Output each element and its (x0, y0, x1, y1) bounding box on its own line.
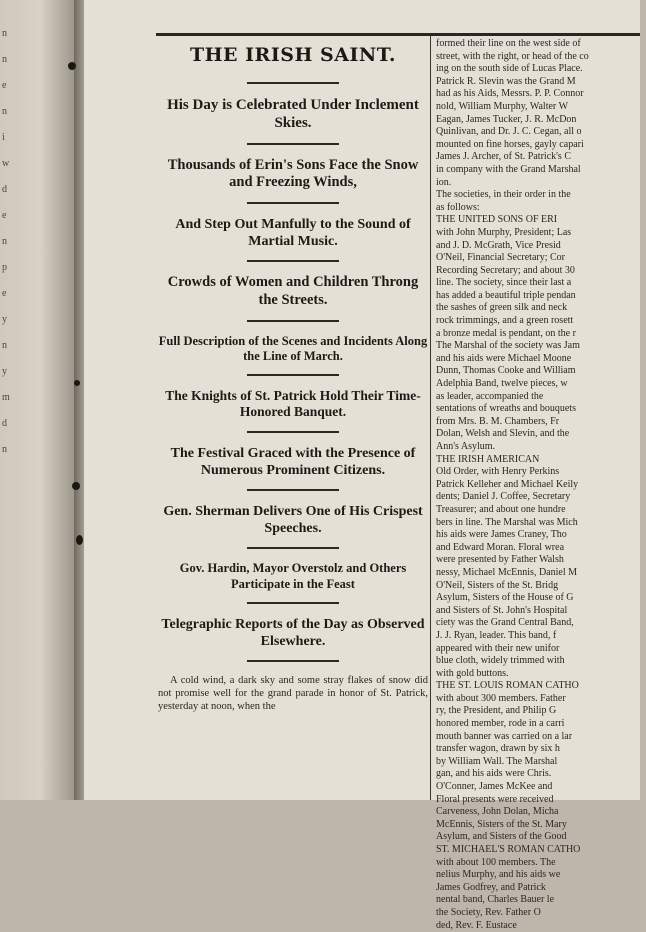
left-page-fragment: e (2, 80, 7, 91)
article-line: O'Neil, Financial Secretary; Cor (436, 252, 565, 264)
article-line: Carveness, John Dolan, Micha (436, 806, 559, 818)
separator (247, 489, 339, 491)
separator (247, 431, 339, 433)
deck-5: Full Description of the Scenes and Incidents Along the Line of March. (158, 333, 428, 363)
left-page-fragment: n (2, 340, 7, 351)
left-page-fragment: e (2, 210, 7, 221)
separator (247, 547, 339, 549)
left-page-fragment: d (2, 418, 7, 429)
article-line: bers in line. The Marshal was Mich (436, 516, 578, 528)
deck-3: And Step Out Manfully to the Sound of Martial Music. (175, 216, 411, 250)
separator (247, 602, 339, 604)
article-line: and Edward Moran. Floral wrea (436, 541, 565, 553)
article-line: were presented by Father Walsh (436, 554, 564, 566)
adjacent-page-edge (0, 0, 74, 800)
article-line: and Sisters of St. John's Hospital (436, 604, 568, 616)
article-line: Quinlivan, and Dr. J. C. Cegan, all o (436, 126, 582, 138)
article-line: Patrick R. Slevin was the Grand M (436, 75, 576, 87)
separator (247, 320, 339, 322)
article-line: nessy, Michael McEnnis, Daniel M (436, 566, 577, 578)
article-line: dents; Daniel J. Coffee, Secretary (436, 491, 571, 503)
article-line: Patrick Kelleher and Michael Keily (436, 478, 579, 490)
article-line: THE UNITED SONS OF ERI (436, 214, 558, 226)
article-line: Ann's Asylum. (436, 441, 496, 452)
binding-pin (74, 380, 80, 386)
article-line: the sashes of green silk and neck (436, 302, 568, 314)
article-line: McEnnis, Sisters of the St. Mary (436, 818, 567, 830)
article-line: ion. (436, 176, 452, 188)
article-line: Asylum, and Sisters of the Good (436, 831, 567, 843)
article-line: J. J. Ryan, leader. This band, f (436, 629, 557, 641)
article-line: line. The society, since their last a (436, 277, 572, 289)
article-line: with gold buttons. (436, 667, 509, 679)
left-page-fragment: m (2, 392, 10, 403)
left-page-fragment: n (2, 444, 7, 455)
article-column (436, 38, 646, 932)
deck-1: His Day is Celebrated Under Inclement Skies. (167, 97, 419, 132)
left-page-fragment: w (2, 158, 10, 169)
article-line: Treasurer; and about one hundre (436, 503, 566, 515)
binding-pin (72, 482, 80, 490)
article-line: the Society, Rev. Father O (436, 906, 541, 918)
article-line: his aids were James Craney, Tho (436, 529, 567, 541)
column-rule (430, 36, 431, 800)
left-page-fragment: n (2, 28, 7, 39)
article-line: Dolan, Welsh and Slevin, and the (436, 428, 570, 440)
separator (247, 260, 339, 262)
deck-8: Gen. Sherman Delivers One of His Crispest Speeches. (163, 504, 423, 537)
deck-4: Crowds of Women and Children Throng the Streets. (167, 274, 419, 308)
article-line: O'Neil, Sisters of the St. Bridg (436, 579, 559, 591)
headline-column (158, 40, 428, 713)
article-line: THE IRISH AMERICAN (436, 453, 540, 465)
separator (247, 374, 339, 376)
article-line: has added a beautiful triple pendan (436, 289, 576, 301)
deck-2: Thousands of Erin's Sons Face the Snow and Freezing Winds, (167, 156, 419, 191)
left-page-fragment: n (2, 106, 7, 117)
article-line: nelius Murphy, and his aids we (436, 869, 561, 881)
article-line: by William Wall. The Marshal (436, 755, 558, 767)
article-line: nold, William Murphy, Walter W (436, 100, 569, 112)
top-rule (156, 33, 640, 36)
article-line: had as his Aids, Messrs. P. P. Connor (436, 88, 584, 100)
article-line: O'Conner, James McKee and (436, 781, 553, 793)
article-line: THE ST. LOUIS ROMAN CATHO (436, 680, 579, 692)
article-line: Dunn, Thomas Cooke and William (436, 365, 576, 377)
article-line: mounted on fine horses, gayly capari (436, 138, 584, 150)
article-line: sentations of wreaths and bouquets (436, 403, 576, 415)
article-line: with John Murphy, President; Las (436, 226, 572, 238)
article-line: appeared with their new unifor (436, 642, 560, 654)
article-line: formed their line on the west side of (436, 38, 581, 49)
article-line: transfer wagon, drawn by six h (436, 743, 560, 755)
article-line: Adelphia Band, twelve pieces, w (436, 378, 568, 390)
article-line: mouth banner was carried on a lar (436, 730, 573, 742)
separator (247, 143, 339, 145)
article-line: ded, Rev. F. Eustace (436, 919, 517, 931)
article-line: blue cloth, widely trimmed with (436, 655, 565, 667)
left-page-fragment: y (2, 366, 7, 377)
article-line: Floral presents were received (436, 793, 554, 805)
deck-7: The Festival Graced with the Presence of Numerous Prominent Citizens. (170, 445, 416, 479)
left-page-fragment: n (2, 236, 7, 247)
page-gutter (74, 0, 84, 800)
article-line: James Godfrey, and Patrick (436, 881, 546, 893)
article-line: nental band, Charles Bauer le (436, 894, 555, 906)
deck-6: The Knights of St. Patrick Hold Their Time-Honored Banquet. (165, 388, 421, 420)
left-page-fragment: y (2, 314, 7, 325)
newspaper-page (84, 0, 640, 931)
binding-pin (76, 535, 83, 545)
article-line: The Marshal of the society was Jam (436, 340, 580, 352)
article-line: ST. MICHAEL'S ROMAN CATHO (436, 844, 581, 855)
article-line: Eagan, James Tucker, J. R. McDon (436, 113, 577, 125)
deck-10: Telegraphic Reports of the Day as Observed Elsewhere. (161, 616, 425, 649)
article-line: as leader, accompanied the (436, 390, 544, 402)
article-line: honored member, rode in a carri (436, 718, 565, 730)
article-line: ry, the President, and Philip G (436, 705, 557, 717)
article-line: gan, and his aids were Chris. (436, 768, 552, 780)
separator (247, 82, 339, 84)
article-line: Old Order, with Henry Perkins (436, 466, 560, 478)
article-line: in company with the Grand Marshal (436, 163, 581, 175)
left-page-fragment: e (2, 288, 7, 299)
main-headline: THE IRISH SAINT. (189, 44, 397, 66)
left-page-fragment: i (2, 132, 5, 143)
left-page-fragment: n (2, 54, 7, 65)
article-line: ciety was the Grand Central Band, (436, 617, 574, 629)
article-line: The societies, in their order in the (436, 189, 571, 201)
article-line: rock trimmings, and a green rosett (436, 315, 574, 327)
binding-pin (68, 62, 76, 70)
separator (247, 660, 339, 662)
article-line: Recording Secretary; and about 30 (436, 264, 575, 276)
article-line: from Mrs. B. M. Chambers, Fr (436, 415, 560, 427)
left-page-fragment: d (2, 184, 7, 195)
left-page-fragment: p (2, 262, 7, 273)
article-line: and his aids were Michael Moone (436, 352, 572, 364)
article-line: and J. D. McGrath, Vice Presid (436, 239, 561, 251)
article-line: street, with the right, or head of the co (436, 50, 589, 62)
separator (247, 202, 339, 204)
article-line: Asylum, Sisters of the House of G (436, 592, 574, 604)
article-line: a bronze medal is pendant, on the r (436, 327, 576, 339)
article-line: James J. Archer, of St. Patrick's C (436, 151, 571, 163)
article-body: A cold wind, a dark sky and some stray flakes of snow did not promise well for the grand parade in honor of St. Patrick, yesterday at noon, when the (158, 674, 428, 712)
deck-9: Gov. Hardin, Mayor Overstolz and Others Participate in the Feast (179, 561, 407, 591)
article-line: ing on the south side of Lucas Place. (436, 63, 583, 75)
article-line: with about 100 members. The (436, 856, 556, 868)
article-line: with about 300 members. Father (436, 692, 566, 704)
article-line: as follows: (436, 201, 480, 213)
